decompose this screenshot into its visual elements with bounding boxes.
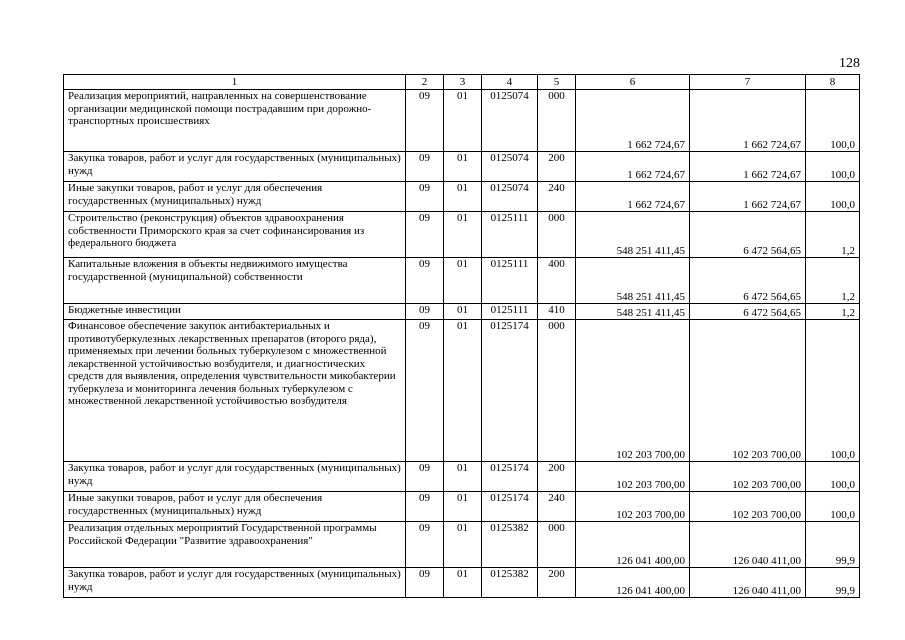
row-execution-percent: 99,9 — [806, 568, 860, 598]
row-executed-amount: 6 472 564,65 — [690, 258, 806, 304]
row-expense-type: 200 — [538, 568, 576, 598]
row-subsection-code: 01 — [444, 568, 482, 598]
row-target-article: 0125174 — [482, 462, 538, 492]
table-body — [64, 90, 860, 598]
page-number: 128 — [839, 56, 860, 71]
row-subsection-code: 01 — [444, 522, 482, 568]
row-expense-type: 200 — [538, 462, 576, 492]
row-planned-amount: 126 041 400,00 — [576, 522, 690, 568]
row-description: Капитальные вложения в объекты недвижимого имущества государственной (муниципальной) собственности — [64, 258, 406, 304]
table-row — [64, 568, 860, 598]
row-section-code: 09 — [406, 568, 444, 598]
row-executed-amount: 1 662 724,67 — [690, 90, 806, 152]
row-target-article: 0125074 — [482, 152, 538, 182]
row-expense-type: 410 — [538, 304, 576, 320]
table-row — [64, 462, 860, 492]
row-subsection-code: 01 — [444, 320, 482, 462]
row-expense-type: 000 — [538, 522, 576, 568]
row-section-code: 09 — [406, 182, 444, 212]
row-expense-type: 400 — [538, 258, 576, 304]
table-row — [64, 212, 860, 258]
column-header: 8 — [806, 75, 860, 90]
row-target-article: 0125382 — [482, 568, 538, 598]
row-description: Бюджетные инвестиции — [64, 304, 406, 320]
row-planned-amount: 102 203 700,00 — [576, 492, 690, 522]
row-planned-amount: 1 662 724,67 — [576, 182, 690, 212]
row-execution-percent: 100,0 — [806, 152, 860, 182]
column-header: 5 — [538, 75, 576, 90]
row-subsection-code: 01 — [444, 304, 482, 320]
row-execution-percent: 100,0 — [806, 492, 860, 522]
row-description: Реализация мероприятий, направленных на совершенствование организации медицинской помощи пострадавшим при дорожно-транспортных происшествиях — [64, 90, 406, 152]
row-section-code: 09 — [406, 152, 444, 182]
row-target-article: 0125382 — [482, 522, 538, 568]
row-executed-amount: 6 472 564,65 — [690, 304, 806, 320]
row-planned-amount: 1 662 724,67 — [576, 152, 690, 182]
row-subsection-code: 01 — [444, 212, 482, 258]
row-target-article: 0125111 — [482, 212, 538, 258]
row-planned-amount: 1 662 724,67 — [576, 90, 690, 152]
row-executed-amount: 126 040 411,00 — [690, 522, 806, 568]
row-subsection-code: 01 — [444, 258, 482, 304]
row-subsection-code: 01 — [444, 90, 482, 152]
row-executed-amount: 1 662 724,67 — [690, 152, 806, 182]
row-expense-type: 240 — [538, 182, 576, 212]
row-expense-type: 000 — [538, 320, 576, 462]
row-target-article: 0125111 — [482, 258, 538, 304]
row-planned-amount: 102 203 700,00 — [576, 320, 690, 462]
row-subsection-code: 01 — [444, 492, 482, 522]
column-header: 7 — [690, 75, 806, 90]
row-executed-amount: 102 203 700,00 — [690, 320, 806, 462]
row-section-code: 09 — [406, 258, 444, 304]
row-description: Строительство (реконструкция) объектов здравоохранения собственности Приморского края за счет софинансирования из федерального бюджета — [64, 212, 406, 258]
row-execution-percent: 100,0 — [806, 182, 860, 212]
row-description: Закупка товаров, работ и услуг для государственных (муниципальных) нужд — [64, 152, 406, 182]
row-planned-amount: 126 041 400,00 — [576, 568, 690, 598]
row-section-code: 09 — [406, 522, 444, 568]
table-row — [64, 304, 860, 320]
header-row — [64, 75, 860, 90]
row-planned-amount: 548 251 411,45 — [576, 304, 690, 320]
row-planned-amount: 548 251 411,45 — [576, 258, 690, 304]
row-target-article: 0125174 — [482, 320, 538, 462]
row-description: Закупка товаров, работ и услуг для государственных (муниципальных) нужд — [64, 462, 406, 492]
row-expense-type: 000 — [538, 212, 576, 258]
row-target-article: 0125111 — [482, 304, 538, 320]
row-executed-amount: 102 203 700,00 — [690, 462, 806, 492]
column-header: 2 — [406, 75, 444, 90]
column-header: 6 — [576, 75, 690, 90]
table-row — [64, 492, 860, 522]
row-subsection-code: 01 — [444, 182, 482, 212]
row-section-code: 09 — [406, 304, 444, 320]
row-expense-type: 200 — [538, 152, 576, 182]
table-row — [64, 320, 860, 462]
row-expense-type: 240 — [538, 492, 576, 522]
row-execution-percent: 99,9 — [806, 522, 860, 568]
table-row — [64, 522, 860, 568]
row-executed-amount: 102 203 700,00 — [690, 492, 806, 522]
row-section-code: 09 — [406, 492, 444, 522]
row-execution-percent: 1,2 — [806, 304, 860, 320]
column-header: 3 — [444, 75, 482, 90]
row-description: Иные закупки товаров, работ и услуг для обеспечения государственных (муниципальных) нужд — [64, 182, 406, 212]
row-expense-type: 000 — [538, 90, 576, 152]
row-subsection-code: 01 — [444, 462, 482, 492]
table-row — [64, 258, 860, 304]
budget-table — [63, 74, 860, 598]
row-description: Закупка товаров, работ и услуг для государственных (муниципальных) нужд — [64, 568, 406, 598]
row-execution-percent: 1,2 — [806, 258, 860, 304]
row-section-code: 09 — [406, 90, 444, 152]
row-description: Финансовое обеспечение закупок антибактериальных и противотуберкулезных лекарственных препаратов (второго ряда), применяемых при лечении больных туберкулезом с множественной лекарственной устойчивостью возбудителя, и диагностических средств для выявления, определения чувствительности микобактерии туберкулеза и мониторинга лечения больных туберкулезом с множественной лекарственной устойчивостью возбудителя — [64, 320, 406, 462]
row-description: Реализация отдельных мероприятий Государственной программы Российской Федерации "Развитие здравоохранения" — [64, 522, 406, 568]
column-header: 1 — [64, 75, 406, 90]
row-execution-percent: 100,0 — [806, 462, 860, 492]
row-target-article: 0125074 — [482, 90, 538, 152]
row-section-code: 09 — [406, 462, 444, 492]
table-row — [64, 182, 860, 212]
row-execution-percent: 100,0 — [806, 320, 860, 462]
column-header: 4 — [482, 75, 538, 90]
row-section-code: 09 — [406, 212, 444, 258]
row-planned-amount: 548 251 411,45 — [576, 212, 690, 258]
row-executed-amount: 6 472 564,65 — [690, 212, 806, 258]
row-execution-percent: 1,2 — [806, 212, 860, 258]
row-target-article: 0125174 — [482, 492, 538, 522]
row-executed-amount: 126 040 411,00 — [690, 568, 806, 598]
row-subsection-code: 01 — [444, 152, 482, 182]
row-execution-percent: 100,0 — [806, 90, 860, 152]
row-target-article: 0125074 — [482, 182, 538, 212]
row-section-code: 09 — [406, 320, 444, 462]
row-planned-amount: 102 203 700,00 — [576, 462, 690, 492]
table-row — [64, 152, 860, 182]
row-executed-amount: 1 662 724,67 — [690, 182, 806, 212]
table-row — [64, 90, 860, 152]
row-description: Иные закупки товаров, работ и услуг для обеспечения государственных (муниципальных) нужд — [64, 492, 406, 522]
